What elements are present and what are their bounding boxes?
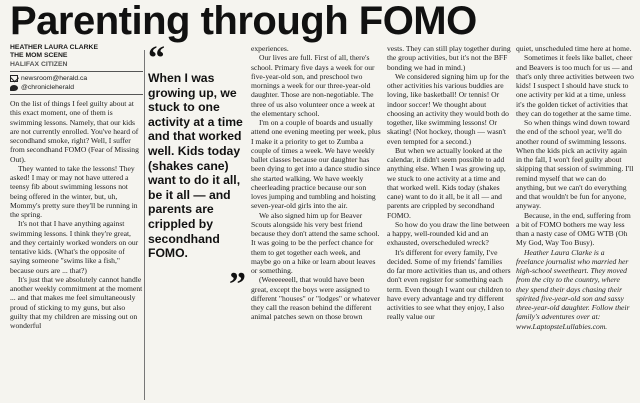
headline: Parenting through FOMO <box>10 0 477 43</box>
pull-quote-text: When I was growing up, we stuck to one activity at a time and that worked well. Kids today (shakes cane) want to do it all, be it all — and parents are crippled by secondhand FOMO. <box>148 71 243 261</box>
paragraph: vests. They can still play together during the group activities, but it's not the BFF bonding we had in mind.) <box>387 44 511 72</box>
author-name: HEATHER LAURA CLARKE <box>10 44 98 51</box>
column-name: THE MOM SCENE <box>10 52 68 60</box>
paragraph: It's just that we absolutely cannot handle another weekly commitment at the moment ... and that makes me feel simultaneously proud of sticking to my guns, but also guilty that my children are missing out on wonderful <box>10 274 143 331</box>
paragraph: I'm on a couple of boards and usually attend one evening meeting per week, plus I make it a priority to get to Zumba a couple of times a week. We have weekly ballet classes because our daughter has been dying to get into a dance studio since she started walking. We have weekly cheerleading practice because our son loves jumping and tumbling and hoisting seven-year-old girls into the air. <box>251 118 381 211</box>
paragraph: Sometimes it feels like ballet, cheer and Beavers is too much for us — and that's only three activities between two kids! I suspect I should have stuck to one activity per kid at a time, unless it's the golden ticket of activities that they can do together at the same time. <box>516 53 634 118</box>
paragraph: It's not that I have anything against swimming lessons. I think they're great, and they certainly worked wonders on our tentative kids. (What's the opposite of saying someone "swims like a fish," because ours are ... that?) <box>10 219 139 275</box>
paragraph: Because, in the end, suffering from a bit of FOMO bothers me way less than a nasty case of OMG WTB (Oh My God, Way Too Busy). <box>516 210 631 248</box>
column-3 <box>387 44 511 403</box>
email-address[interactable]: newsroom@herald.ca <box>21 75 88 83</box>
column-4 <box>516 44 634 403</box>
close-quote-icon: ” <box>229 266 246 303</box>
paragraph: On the list of things I feel guilty about at this exact moment, one of them is swimming lessons. Namely, that our kids are not currently enrolled. You've heard of secondhand smoke, right? Well, I suffer from secondhand FOMO (Fear of Missing Out). <box>10 99 139 164</box>
column-1 <box>10 44 143 403</box>
byline-divider <box>10 71 143 72</box>
paragraph: They wanted to take the lessons! They asked! I may or may not have uttered a teensy fib about swimming lessons not being offered in the winter, but, uh, Mommy's pretty sure they'll be running in the spring. <box>10 163 138 220</box>
mail-icon <box>10 75 18 82</box>
email-contact[interactable] <box>10 74 143 83</box>
paragraph: experiences. <box>251 44 289 53</box>
paragraph: quiet, unscheduled time here at home. <box>516 44 632 53</box>
pull-quote <box>148 40 246 303</box>
publication-name: HALIFAX CITIZEN <box>10 60 68 68</box>
column-2 <box>251 44 381 403</box>
open-quote-icon: “ <box>148 40 165 77</box>
paragraph: So when things wind down toward the end of the school year, we'll do another round of swimming lessons. When the kids pick an activity again in the fall, I won't feel guilty about skipping that session of swimming. I'll remind myself that we can do anything, but we can't do everything and that wouldn't be fun for anyone, anyway. <box>516 118 634 211</box>
twitter-handle[interactable]: @chronicleherald <box>21 84 74 92</box>
paragraph: (Weeeeeeell, that would have been great, except the boys were assigned to different "houses" or "lodges" or whatever they call the reason behind the different animal patches sewn on those brown <box>251 275 380 322</box>
author-bio: Heather Laura Clarke is a freelance journalist who married her high-school sweetheart. They moved from the city to the country, where they spend their days chasing their spirited five-year-old son and sassy three-year-old daughter. Follow their family's adventures over at: www.LaptopsteLullabies.com. <box>516 247 630 331</box>
paragraph: But when we actually looked at the calendar, it didn't seem possible to add anything else. When I was growing up, we stuck to one activity at a time and that worked well. Kids today (shakes cane) want to do it all, be it all — and parents are crippled by secondhand FOMO. <box>387 145 506 220</box>
contact-divider <box>10 94 143 95</box>
paragraph: It's different for every family, I've decided. Some of my friends' families do far more activities than us, and others don't even register for something each term. Even though I want our children to have every advantage and try different activities to see what they enjoy, I also really value our <box>387 247 511 322</box>
paragraph: We also signed him up for Beaver Scouts alongside his very best friend because they don't attend the same school. It was going to be the perfect chance for them to get together each week, and maybe go on a hike or learn about leaves or something. <box>251 210 380 275</box>
paragraph: Our lives are full. First of all, there's school. Primary five days a week for our five-year-old son, and preschool two mornings a week for our three-year-old daughter. Those are non-negotiable. The three of us also volunteer once a week at the elementary school. <box>251 53 375 118</box>
twitter-contact[interactable] <box>10 83 143 92</box>
column-divider <box>144 50 145 400</box>
twitter-icon <box>10 85 18 91</box>
paragraph: We considered signing him up for the other activities his various buddies are loving, like basketball! Or tennis! Or indoor soccer! We thought about choosing an activity they would both do together, like swimming lessons! Or skating! (Not hockey, though — wasn't even tempted for a second.) <box>387 71 510 146</box>
byline <box>10 44 143 69</box>
paragraph: So how do you draw the line between a happy, well-rounded kid and an exhausted, overscheduled wreck? <box>387 219 510 248</box>
